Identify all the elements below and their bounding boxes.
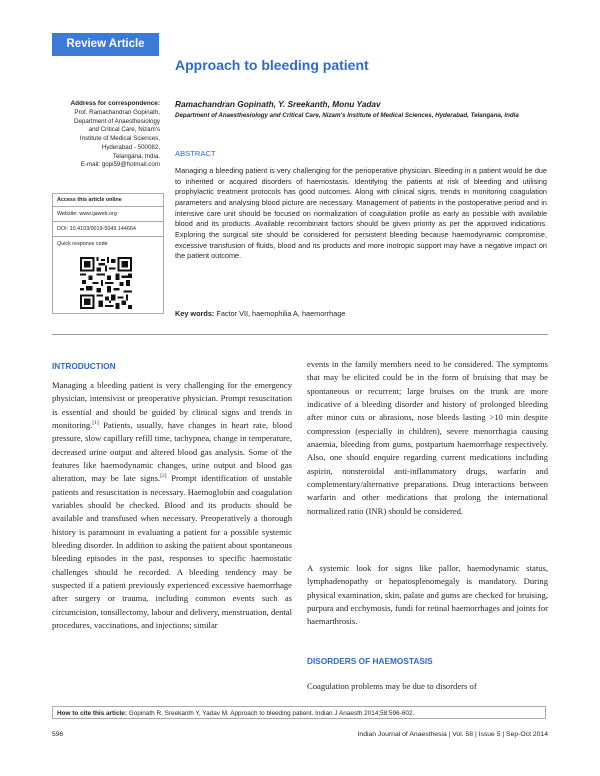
article-type-badge: Review Article bbox=[52, 33, 159, 56]
citation-text: Gopinath R, Sreekanth Y, Yadav M. Approach to bleeding patient. Indian J Anaesth 2014;58:596-602. bbox=[128, 710, 415, 717]
keywords-list: Factor VII, haemophilia A, haemorrhage bbox=[216, 309, 346, 318]
correspondence-address bbox=[52, 109, 160, 170]
correspondence-line: Department of Anaesthesiology bbox=[74, 117, 160, 125]
qr-label: Quick response code bbox=[57, 241, 108, 247]
disorders-heading: DISORDERS OF HAEMOSTASIS bbox=[307, 656, 433, 666]
correspondence-line: Hyderabad - 500082, bbox=[101, 143, 160, 151]
article-title: Approach to bleeding patient bbox=[175, 57, 369, 73]
page-number: 596 bbox=[52, 731, 64, 738]
author-list: Ramachandran Gopinath, Y. Sreekanth, Monu Yadav bbox=[175, 99, 381, 109]
doi-link[interactable]: DOI: 10.4103/0019-5049.144664 bbox=[53, 222, 163, 237]
introduction-paragraph: Managing a bleeding patient is very challenging for the emergency physician, intensivist or preoperative physician. Prompt resuscitation is essential and should be guided by clinical signs and trends in monitoring.[1] Patients, usually, have changes in heart rate, blood pressure, slow capillary refill time, tachypnea, change in temperature, decreased urine output and altered blood gas analysis. Some of the features like haemodynamic changes, urine output and blood gas alteration, may be late signs.[2] Prompt identification of unstable patients and resuscitation is necessary. Haemoglobin and coagulation variables should be checked. Blood and its products should be available and transfused when necessary. Preoperatively a thorough history is paramount in evaluating a patient for a possible systemic bleeding disorder. In addition to asking the patient about spontaneous bleeding episodes in the past, responses to specific haemostatic challenges should be recorded. A bleeding tendency may be suspected if a patient previously experienced excessive haemorrhage after surgery or trauma, including common events such as circumcision, tonsillectomy, labour and delivery, menstruation, dental procedures, vaccinations, and injections; similar bbox=[52, 380, 292, 630]
citation-label: How to cite this article: bbox=[57, 710, 127, 717]
introduction-heading: INTRODUCTION bbox=[52, 361, 116, 371]
journal-info: Indian Journal of Anaesthesia | Vol. 58 | Issue 5 | Sep-Oct 2014 bbox=[357, 731, 548, 738]
website-link[interactable]: Website: www.ijaweb.org bbox=[53, 207, 163, 222]
introduction-paragraph-3: A systemic look for signs like pallor, haemodynamic status, lymphadenopathy or hepatosplenomegaly is mandatory. During physical examination, skin, palate and gums are checked for bruising, purpura and ecchymosis, fundi for retinal haemorrhages and joints for haemarthrosis. bbox=[307, 563, 548, 627]
correspondence-line: Institute of Medical Sciences, bbox=[79, 135, 160, 143]
correspondence-email[interactable]: E-mail: gopi59@hotmail.com bbox=[80, 161, 160, 169]
qr-code-icon bbox=[80, 257, 132, 309]
correspondence-line: Prof. Ramachandran Gopinath, bbox=[74, 109, 160, 116]
introduction-paragraph-2: events in the family members need to be considered. The symptoms that may be elicited could be in the form of bruising that may be spontaneous or recurrent; large bruises on the trunk are more indicative of a bleeding disorder and history of prolonged bleeding after minor cuts or abrasions, nose bleeds lasting >10 min despite compression (especially in children), severe menorrhagia causing anaemia, bleeding from gums, postpartum haemorrhage respectively. Also, one should enquire regarding current medications including aspirin, nonsteroidal anti-inflammatory drugs, warfarin and complementary/alternative preparations. Drug interactions between warfarin and other medications that prolong the international normalized ratio (INR) should be considered. bbox=[307, 359, 548, 516]
reference-1[interactable]: [1] bbox=[92, 420, 99, 427]
disorders-paragraph: Coagulation problems may be due to disorders of bbox=[307, 681, 477, 691]
access-heading: Access this article online bbox=[53, 194, 163, 207]
keywords-label: Key words: bbox=[175, 309, 215, 318]
citation-box bbox=[52, 706, 546, 719]
correspondence-line: Telangana, India. bbox=[112, 152, 160, 160]
reference-2[interactable]: [2] bbox=[160, 473, 167, 480]
correspondence-label: Address for correspondence: bbox=[70, 100, 160, 107]
keywords bbox=[175, 309, 547, 318]
affiliation: Department of Anaesthesiology and Critical Care, Nizam's Institute of Medical Sciences, Hyderabad, Telangana, India bbox=[175, 112, 519, 119]
abstract-heading: ABSTRACT bbox=[175, 149, 216, 158]
abstract-text: Managing a bleeding patient is very challenging for the perioperative physician. Bleeding in a patient would be due to inherited or acquired disorders of haemostasis. Identifying the patients at risk of bleeding and utilising prophylactic treatment protocols has good outcomes. Along with clinical signs, trends in monitoring coagulation parameters and analysing blood picture are necessary. Management of patients in the postoperative period and in intensive care unit should be focused on normalization of coagulation profile as early as possible with available blood and its products. Available recombinant factors should be given priority as per the approved indications. Exploring the surgical site should be considered for persistent bleeding because haemodynamic compromise, excessive transfusion of fluids, blood and its products and more inotropic support may have a negative impact on the patient outcome. bbox=[175, 166, 547, 261]
section-divider bbox=[52, 334, 548, 335]
correspondence-line: and Critical Care, Nizam's bbox=[88, 126, 160, 134]
